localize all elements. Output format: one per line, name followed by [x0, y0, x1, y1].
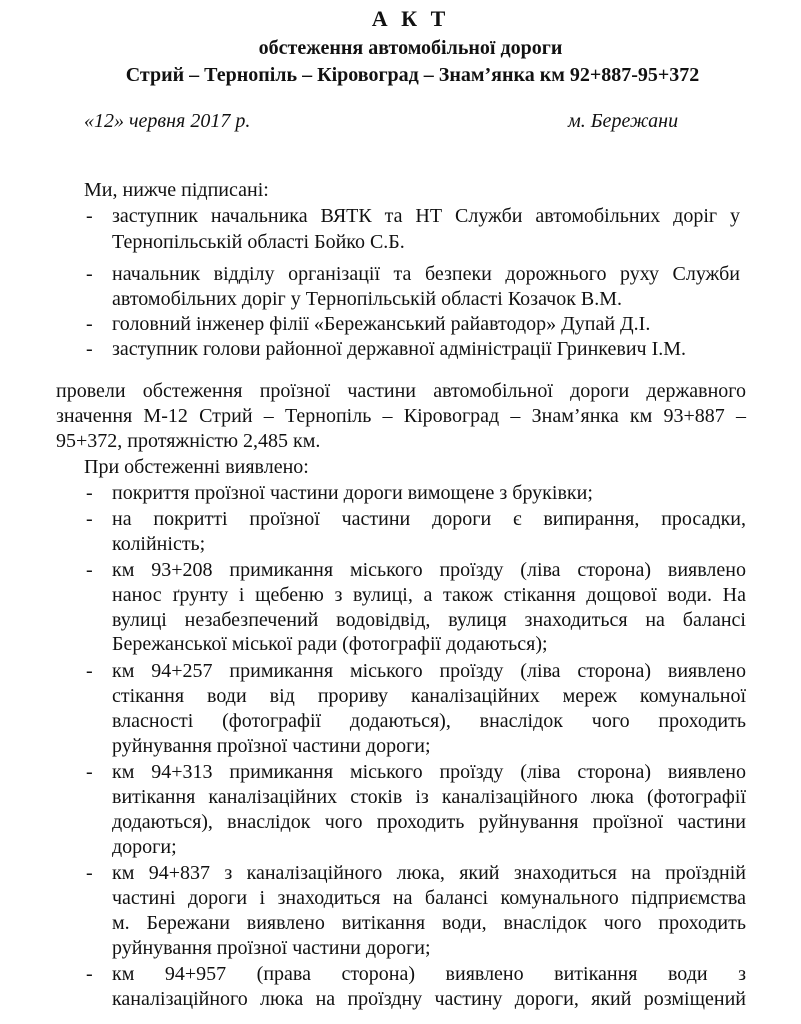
- findings-intro: При обстеженні виявлено:: [84, 456, 309, 478]
- bullet-dash: -: [86, 338, 93, 360]
- finding-6-line-3: м. Бережани виявлено витікання води, внаслідок чого проходить: [112, 912, 746, 934]
- finding-4-line-3: власності (фотографії додаються), внаслідок чого проходить: [112, 710, 746, 732]
- bullet-dash: -: [86, 862, 93, 884]
- signatory-1-line-1: заступник начальника ВЯТК та НТ Служби автомобільних доріг у: [112, 205, 740, 227]
- finding-7-line-1: км 94+957 (права сторона) виявлено витікання води з: [112, 963, 746, 985]
- finding-3-line-1: км 93+208 примикання міського проїзду (ліва сторона) виявлено: [112, 559, 746, 581]
- finding-6-line-4: руйнування проїзної частини дороги;: [112, 937, 431, 959]
- signatory-4: заступник голови районної державної адміністрації Гринкевич І.М.: [112, 338, 687, 360]
- finding-7-line-2: каналізаційного люка на проїздну частину дороги, який розміщений: [112, 988, 746, 1010]
- finding-5-line-4: дороги;: [112, 836, 177, 858]
- finding-4-line-4: руйнування проїзної частини дороги;: [112, 735, 431, 757]
- bullet-dash: -: [86, 205, 93, 227]
- finding-5-line-1: км 94+313 примикання міського проїзду (ліва сторона) виявлено: [112, 761, 746, 783]
- finding-4-line-1: км 94+257 примикання міського проїзду (ліва сторона) виявлено: [112, 660, 746, 682]
- finding-3-line-4: Бережанської міської ради (фотографії додаються);: [112, 633, 548, 655]
- road-name: Стрий – Тернопіль – Кіровоград – Знам’янка км 92+887-95+372: [125, 64, 700, 86]
- finding-2-line-1: на покритті проїзної частини дороги є випирання, просадки,: [112, 508, 746, 530]
- signatory-1-line-2: Тернопільській області Бойко С.Б.: [112, 231, 405, 253]
- bullet-dash: -: [86, 313, 93, 335]
- finding-4-line-2: стікання води від прориву каналізаційних мереж комунальної: [112, 685, 746, 707]
- document-title: А К Т: [371, 6, 450, 31]
- intro-text: Ми, нижче підписані:: [84, 179, 269, 201]
- finding-6-line-1: км 94+837 з каналізаційного люка, який знаходиться на проїздній: [112, 862, 746, 884]
- bullet-dash: -: [86, 508, 93, 530]
- signatory-2-line-1: начальник відділу організації та безпеки дорожнього руху Служби: [112, 263, 740, 285]
- bullet-dash: -: [86, 963, 93, 985]
- bullet-dash: -: [86, 559, 93, 581]
- signatory-2-line-2: автомобільних доріг у Тернопільській області Козачок В.М.: [112, 288, 623, 310]
- body-line-3: 95+372, протяжністю 2,485 км.: [56, 430, 321, 452]
- body-line-1: провели обстеження проїзної частини автомобільної дороги державного: [56, 380, 746, 402]
- document-date: «12» червня 2017 р.: [84, 110, 251, 132]
- finding-5-line-3: додаються), внаслідок чого проходить руйнування проїзної частини: [112, 811, 746, 833]
- signatory-3: головний інженер філії «Бережанський райавтодор» Дупай Д.І.: [112, 313, 651, 335]
- body-line-2: значення М-12 Стрий – Тернопіль – Кіровоград – Знам’янка км 93+887 –: [56, 405, 746, 427]
- document-city: м. Бережани: [568, 110, 679, 132]
- bullet-dash: -: [86, 660, 93, 682]
- bullet-dash: -: [86, 761, 93, 783]
- finding-3-line-2: нанос ґрунту і щебеню з вулиці, а також стікання дощової води. На: [112, 584, 746, 606]
- finding-6-line-2: частині дороги і знаходиться на балансі комунального підприємства: [112, 887, 746, 909]
- finding-3-line-3: вулиці незабезпечений водовідвід, вулиця знаходиться на балансі: [112, 609, 746, 631]
- bullet-dash: -: [86, 263, 93, 285]
- finding-1-line-1: покриття проїзної частини дороги вимощене з бруківки;: [112, 482, 593, 504]
- bullet-dash: -: [86, 482, 93, 504]
- finding-5-line-2: витікання каналізаційних стоків із каналізаційного люка (фотографії: [112, 786, 746, 808]
- finding-2-line-2: колійність;: [112, 533, 206, 555]
- document-subtitle: обстеження автомобільної дороги: [258, 37, 563, 59]
